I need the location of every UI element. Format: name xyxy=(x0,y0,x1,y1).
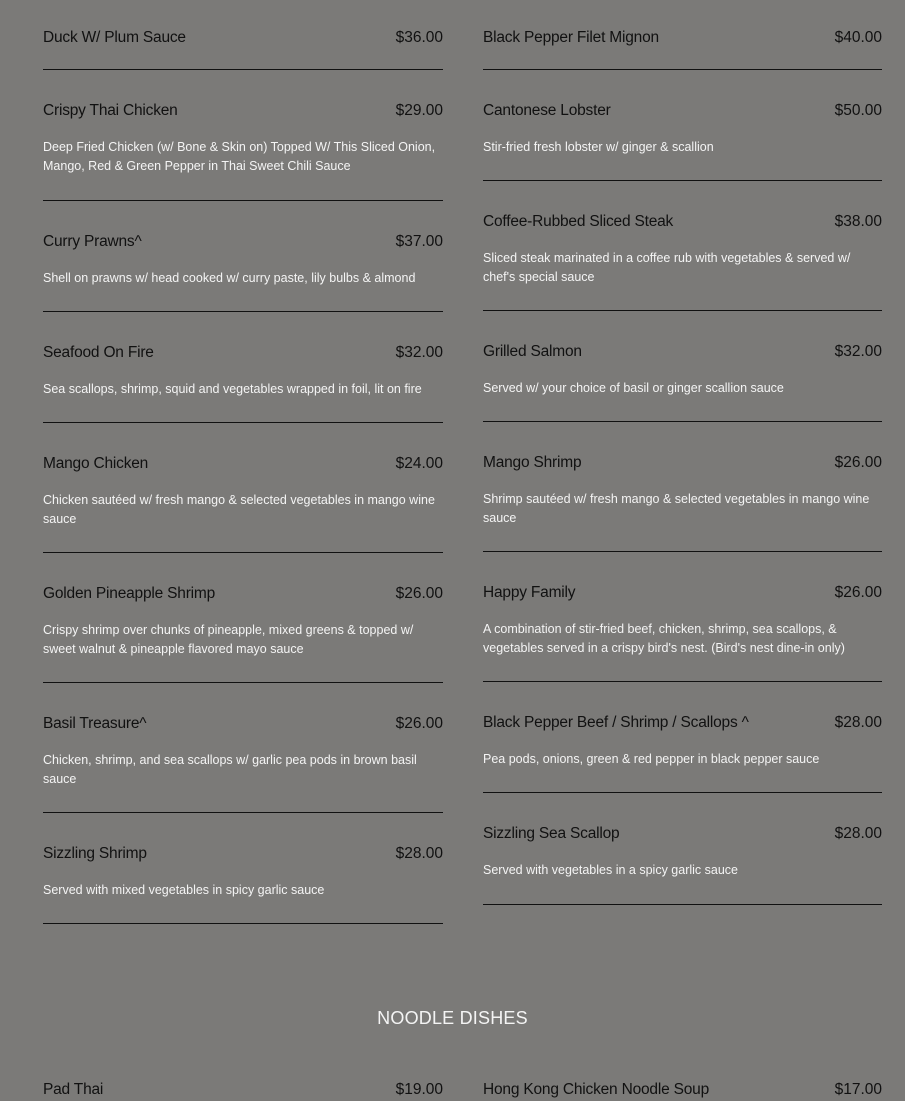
item-name: Golden Pineapple Shrimp xyxy=(43,585,216,602)
item-price: $24.00 xyxy=(395,455,443,472)
item-name: Black Pepper Filet Mignon xyxy=(483,29,659,46)
item-price: $38.00 xyxy=(834,213,882,230)
noodle-item xyxy=(483,1081,882,1099)
item-description: Served with mixed vegetables in spicy garlic sauce xyxy=(43,883,325,897)
menu-item xyxy=(43,813,443,924)
item-price: $26.00 xyxy=(395,585,443,602)
item-price: $32.00 xyxy=(395,344,443,361)
item-name: Black Pepper Beef / Shrimp / Scallops ^ xyxy=(483,714,749,731)
menu-item xyxy=(43,553,443,683)
item-description: Sea scallops, shrimp, squid and vegetables wrapped in foil, lit on fire xyxy=(43,382,422,396)
item-name: Sizzling Shrimp xyxy=(43,845,147,862)
menu-item xyxy=(43,201,443,312)
item-name: Basil Treasure^ xyxy=(43,715,147,732)
item-name: Pad Thai xyxy=(43,1081,104,1098)
menu-item xyxy=(43,312,443,423)
item-description: Chicken, shrimp, and sea scallops w/ garlic pea pods in brown basil sauce xyxy=(43,753,417,786)
item-price: $40.00 xyxy=(834,29,882,46)
item-price: $26.00 xyxy=(834,584,882,601)
item-price: $17.00 xyxy=(834,1081,882,1098)
item-name: Curry Prawns^ xyxy=(43,233,142,250)
item-name: Happy Family xyxy=(483,584,576,601)
item-description: Served w/ your choice of basil or ginger scallion sauce xyxy=(483,381,784,395)
item-name: Crispy Thai Chicken xyxy=(43,102,178,119)
item-description: Pea pods, onions, green & red pepper in black pepper sauce xyxy=(483,752,820,766)
item-name: Hong Kong Chicken Noodle Soup xyxy=(483,1081,709,1098)
item-description: Sliced steak marinated in a coffee rub with vegetables & served w/ chef's special sauce xyxy=(483,251,851,284)
item-description: Served with vegetables in a spicy garlic sauce xyxy=(483,863,738,877)
item-name: Sizzling Sea Scallop xyxy=(483,825,620,842)
item-price: $26.00 xyxy=(395,715,443,732)
section-title: NOODLE DISHES xyxy=(377,1008,528,1028)
item-price: $26.00 xyxy=(834,454,882,471)
menu-item xyxy=(43,683,443,813)
right-menu-column xyxy=(483,0,882,905)
menu-item xyxy=(483,311,882,422)
menu-item xyxy=(483,682,882,793)
noodle-item xyxy=(43,1081,443,1099)
menu-item xyxy=(43,70,443,201)
item-price: $29.00 xyxy=(395,102,443,119)
item-price: $32.00 xyxy=(834,343,882,360)
menu-item xyxy=(483,422,882,552)
item-price: $37.00 xyxy=(395,233,443,250)
left-menu-column xyxy=(43,0,443,924)
item-name: Duck W/ Plum Sauce xyxy=(43,29,186,46)
item-description: Shell on prawns w/ head cooked w/ curry paste, lily bulbs & almond xyxy=(43,271,416,285)
item-name: Seafood On Fire xyxy=(43,344,154,361)
menu-item xyxy=(483,181,882,311)
item-description: Stir-fried fresh lobster w/ ginger & scallion xyxy=(483,140,714,154)
menu-item xyxy=(43,423,443,553)
item-name: Grilled Salmon xyxy=(483,343,582,360)
item-name: Coffee-Rubbed Sliced Steak xyxy=(483,213,674,230)
menu-item xyxy=(483,0,882,70)
item-price: $28.00 xyxy=(834,825,882,842)
item-price: $28.00 xyxy=(834,714,882,731)
item-description: Shrimp sautéed w/ fresh mango & selected vegetables in mango wine sauce xyxy=(483,492,870,525)
menu-item xyxy=(483,70,882,181)
item-name: Mango Shrimp xyxy=(483,454,582,471)
item-description: Chicken sautéed w/ fresh mango & selected vegetables in mango wine sauce xyxy=(43,493,435,526)
item-name: Mango Chicken xyxy=(43,455,149,472)
menu-item xyxy=(43,0,443,70)
item-description: A combination of stir-fried beef, chicken, shrimp, sea scallops, & vegetables served in a crispy bird's nest. (Bird's nest dine-in only) xyxy=(483,622,845,655)
item-description: Deep Fried Chicken (w/ Bone & Skin on) Topped W/ This Sliced Onion, Mango, Red & Green Pepper in Thai Sweet Chili Sauce xyxy=(43,140,436,173)
item-description: Crispy shrimp over chunks of pineapple, mixed greens & topped w/ sweet walnut & pineapple flavored mayo sauce xyxy=(43,623,414,656)
item-name: Cantonese Lobster xyxy=(483,102,611,119)
item-price: $28.00 xyxy=(395,845,443,862)
item-price: $36.00 xyxy=(395,29,443,46)
menu-item xyxy=(483,552,882,682)
item-price: $50.00 xyxy=(834,102,882,119)
item-price: $19.00 xyxy=(395,1081,443,1098)
menu-item xyxy=(483,793,882,905)
